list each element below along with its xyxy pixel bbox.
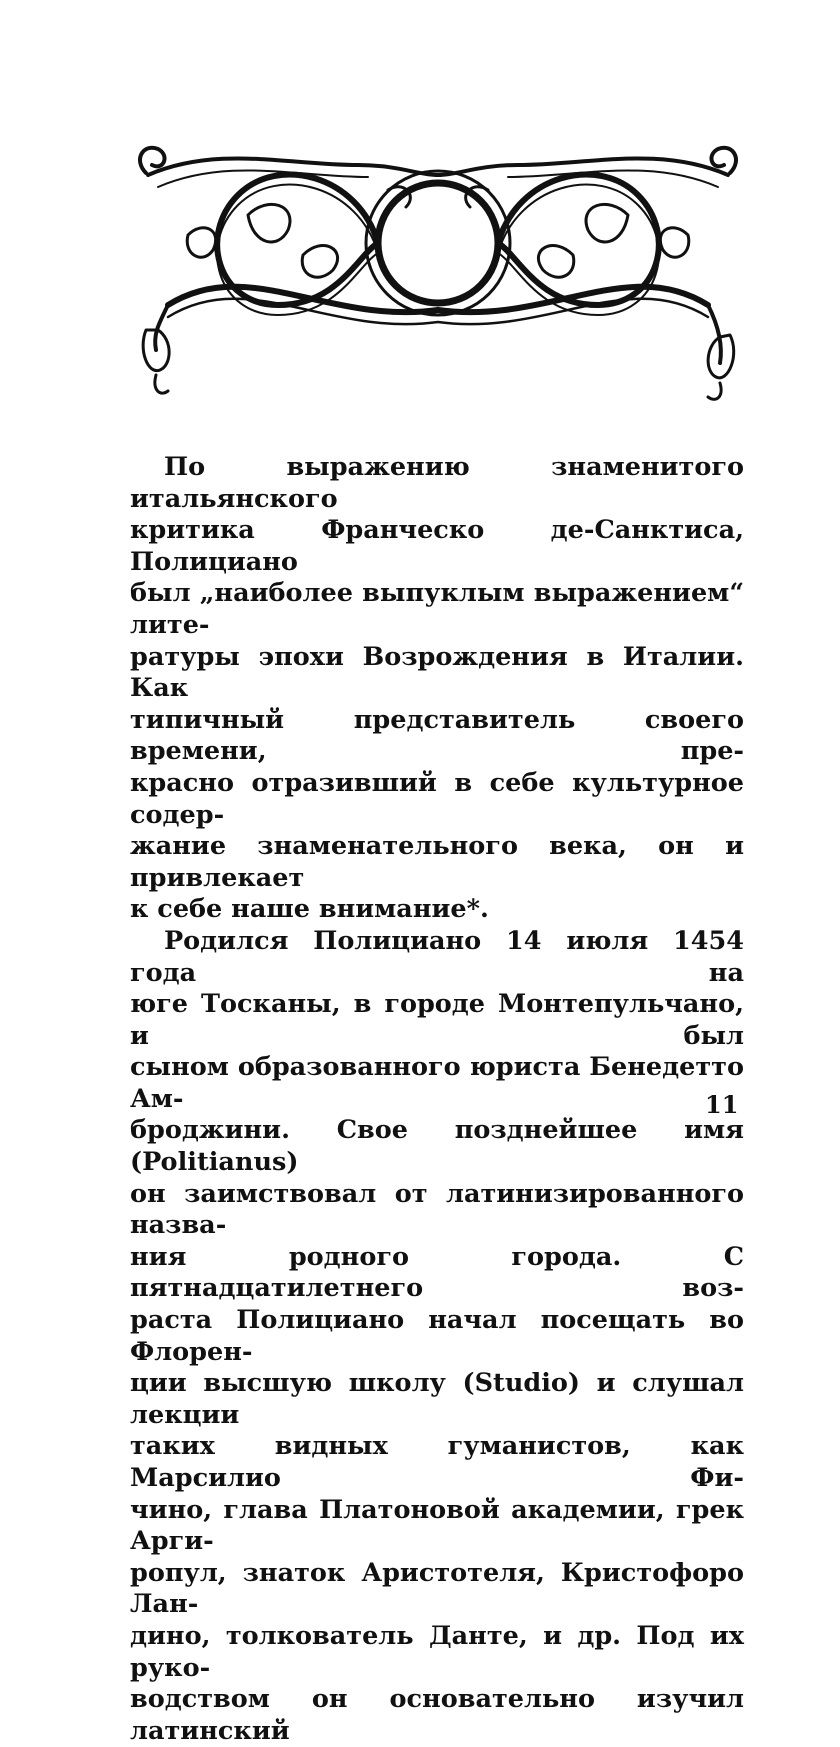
text-line: ратуры эпохи Возрождения в Италии. Как [130,641,744,704]
floral-headpiece-icon [128,135,748,405]
text-line: был „наиболее выпуклым выражением“ лите- [130,578,744,640]
text-line: он заимствовал от латинизированного назва- [130,1178,744,1241]
text-line: По выражению знаменитого итальянского [130,452,744,514]
paragraph-1 [130,452,744,926]
text-line: водством он основательно изучил латинский [130,1684,744,1746]
text-line: чино, глава Платоновой академии, грек Арги- [130,1494,744,1557]
text-line: дино, толкователь Данте, и др. Под их руко- [130,1620,744,1683]
text-line: броджини. Свое позднейшее имя (Politianus) [130,1115,744,1178]
text-line: типичный представитель своего времени, пре- [130,704,744,767]
body-text [130,452,744,1747]
text-line: юге Тосканы, в городе Монтепульчано, и был [130,989,744,1051]
text-line: раста Полициано начал посещать во Флорен- [130,1305,744,1367]
text-line: таких видных гуманистов, как Марсилио Фи- [130,1431,744,1493]
text-line: ции высшую школу (Studio) и слушал лекции [130,1368,744,1430]
text-line: ропул, знаток Аристотеля, Кристофоро Лан- [130,1557,744,1620]
page-number: 11 [705,1090,739,1119]
text-line: критика Франческо де-Санктиса, Полициано [130,515,744,577]
paragraph-2 [130,926,744,1747]
text-line: красно отразивший в себе культурное содер- [130,767,744,830]
text-line: Родился Полициано 14 июля 1454 года на [130,925,744,988]
text-line: сыном образованного юриста Бенедетто Ам- [130,1052,744,1114]
text-line: ния родного города. С пятнадцатилетнего воз- [130,1241,744,1304]
text-line: к себе наше внимание*. [130,894,489,925]
text-line: жание знаменательного века, он и привлекает [130,831,744,893]
